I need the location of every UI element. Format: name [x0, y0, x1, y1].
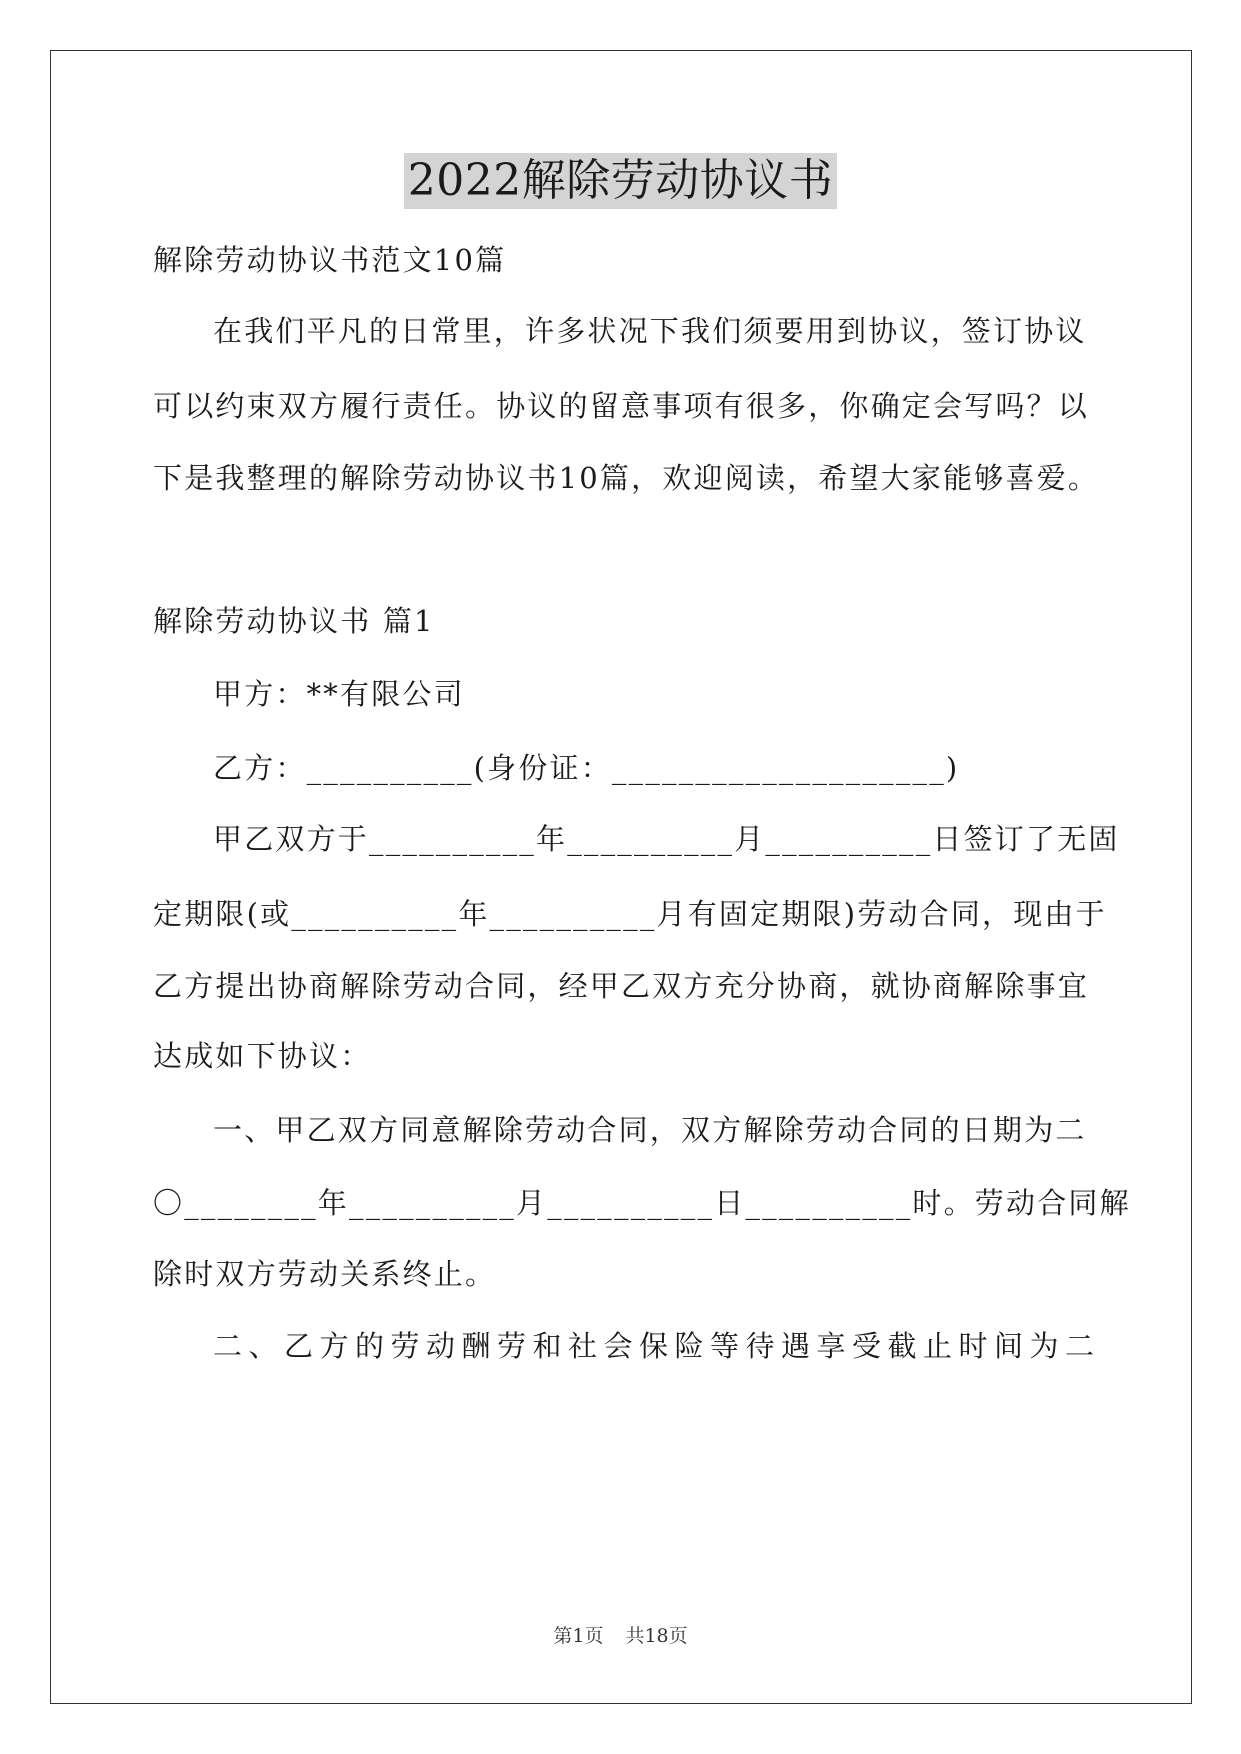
intro-line-3: 下是我整理的解除劳动协议书10篇，欢迎阅读，希望大家能够喜爱。 [153, 461, 1100, 495]
intro-line-1: 在我们平凡的日常里，许多状况下我们须要用到协议，签订协议 [213, 314, 1087, 348]
body-line-3: 乙方提出协商解除劳动合同，经甲乙双方充分协商，就协商解除事宜 [153, 969, 1090, 1003]
body-line-1: 甲乙双方于__________年__________月__________日签订了无固 [213, 822, 1120, 856]
clause-2-line-1: 二、乙方的劳动酬劳和社会保险等待遇享受截止时间为二 [213, 1329, 1101, 1363]
document-title: 2022解除劳动协议书 [404, 153, 837, 209]
page-total: 共18页 [625, 1625, 688, 1647]
body-line-4: 达成如下协议： [153, 1039, 372, 1073]
party-b-line: 乙方：__________(身份证：____________________) [213, 751, 960, 785]
body-line-2: 定期限(或__________年__________月有固定期限)劳动合同，现由于 [153, 897, 1107, 931]
document-subtitle: 解除劳动协议书范文10篇 [153, 243, 507, 277]
party-a-line: 甲方：**有限公司 [213, 677, 465, 711]
clause-1-line-2: 〇________年__________月__________日__________时。劳动合同解 [153, 1186, 1131, 1220]
section-heading: 解除劳动协议书 篇1 [153, 604, 435, 638]
clause-1-line-1: 一、甲乙双方同意解除劳动合同，双方解除劳动合同的日期为二 [213, 1113, 1087, 1147]
page-number: 第1页 [553, 1625, 604, 1647]
title-container [0, 153, 1241, 209]
clause-1-line-3: 除时双方劳动关系终止。 [153, 1257, 497, 1291]
intro-line-2: 可以约束双方履行责任。协议的留意事项有很多，你确定会写吗？以 [153, 389, 1090, 423]
page-footer [0, 1623, 1241, 1649]
page-border [50, 50, 1192, 1704]
